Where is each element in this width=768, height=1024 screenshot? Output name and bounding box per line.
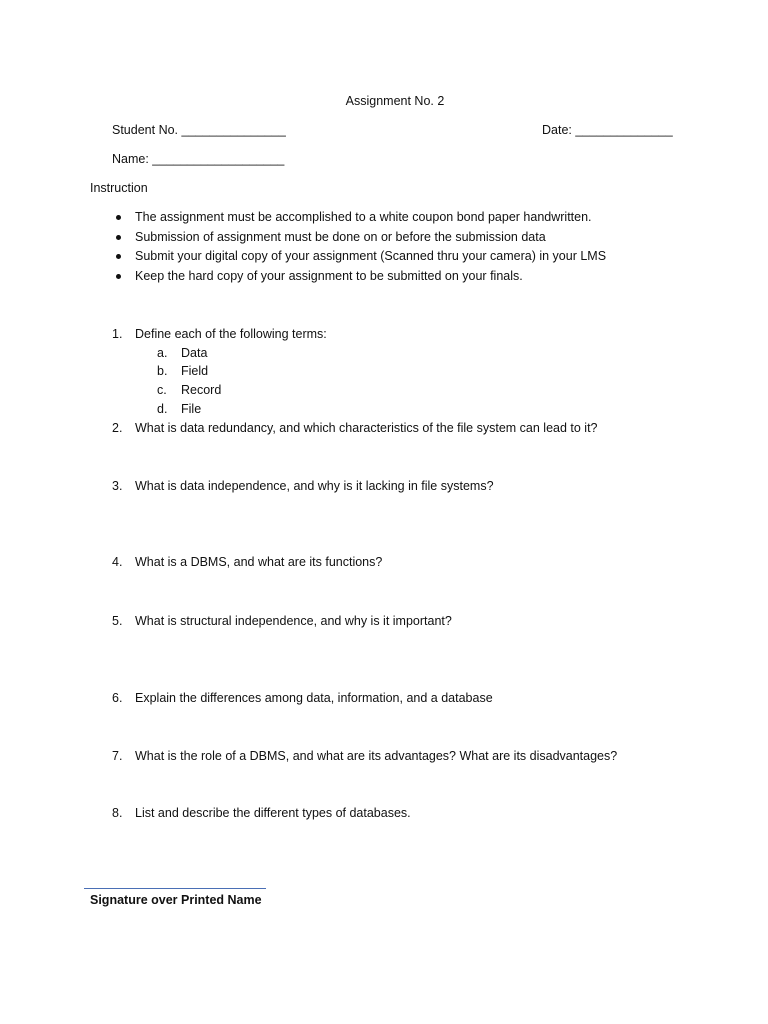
instruction-item: The assignment must be accomplished to a white coupon bond paper handwritten. [135, 210, 592, 224]
bullet-dot [116, 274, 121, 279]
question-number: 1. [112, 327, 123, 341]
question-number: 6. [112, 691, 123, 705]
instruction-item: Submit your digital copy of your assignment (Scanned thru your camera) in your LMS [135, 249, 607, 263]
name-field: Name: ___________________ [112, 152, 285, 166]
sub-item-letter: b. [157, 364, 168, 378]
question-text: What is data independence, and why is it lacking in file systems? [135, 479, 494, 493]
sub-item-letter: d. [157, 402, 168, 416]
signature-label: Signature over Printed Name [90, 893, 262, 907]
question-number: 3. [112, 479, 123, 493]
sub-item-text: File [181, 402, 202, 416]
sub-item-text: Data [181, 346, 208, 360]
question-number: 2. [112, 421, 123, 435]
question-text: Explain the differences among data, information, and a database [135, 691, 493, 705]
bullet-dot [116, 215, 121, 220]
student-no-field: Student No. _______________ [112, 123, 286, 137]
bullet-dot [116, 254, 121, 259]
sub-item-text: Record [181, 383, 222, 397]
instruction-item: Keep the hard copy of your assignment to be submitted on your finals. [135, 269, 523, 283]
question-number: 8. [112, 806, 123, 820]
bullet-dot [116, 235, 121, 240]
sub-item-letter: a. [157, 346, 168, 360]
question-text: What is structural independence, and why is it important? [135, 614, 452, 628]
question-text: What is the role of a DBMS, and what are its advantages? What are its disadvantages? [135, 749, 618, 763]
date-field: Date: ______________ [542, 123, 673, 137]
instruction-heading: Instruction [90, 181, 148, 195]
instruction-item: Submission of assignment must be done on or before the submission data [135, 230, 546, 244]
sub-item-text: Field [181, 364, 209, 378]
signature-line [84, 888, 266, 889]
question-number: 5. [112, 614, 123, 628]
sub-item-letter: c. [157, 383, 167, 397]
question-text: List and describe the different types of databases. [135, 806, 411, 820]
question-text: What is a DBMS, and what are its functions? [135, 555, 383, 569]
page-title: Assignment No. 2 [345, 94, 445, 108]
question-number: 4. [112, 555, 123, 569]
question-text: What is data redundancy, and which characteristics of the file system can lead to it? [135, 421, 598, 435]
question-text: Define each of the following terms: [135, 327, 327, 341]
question-number: 7. [112, 749, 123, 763]
